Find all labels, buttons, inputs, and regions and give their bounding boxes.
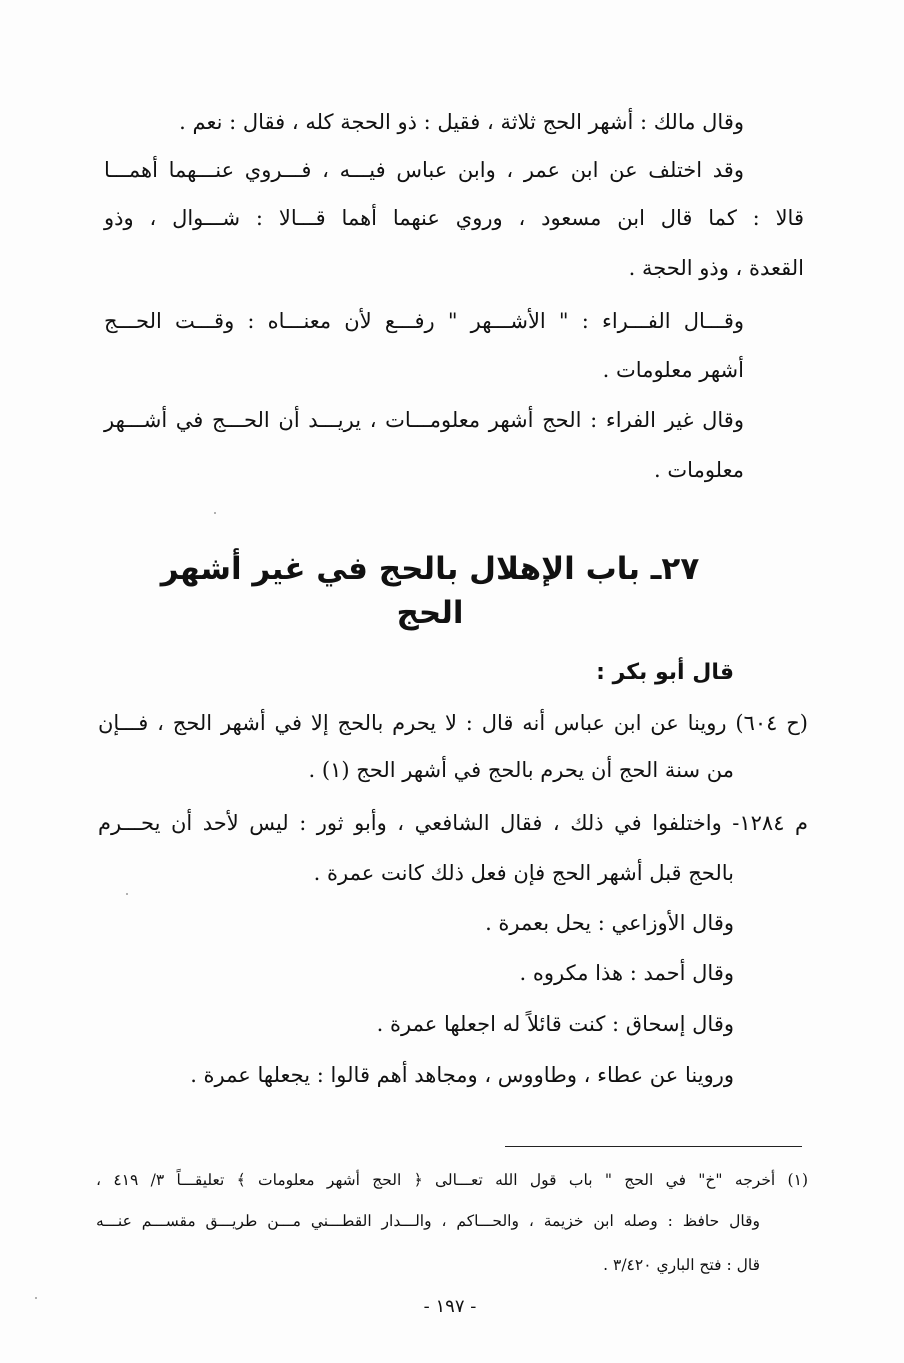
scan-speck bbox=[35, 1297, 37, 1299]
body-line-5: وقـــال الفـــراء : " الأشـــهر " رفـــع لأن معنـــاه : وقـــت الحـــج bbox=[104, 309, 744, 333]
opinion-ahmad: وقال أحمد : هذا مكروه . bbox=[519, 961, 734, 985]
footnote-separator bbox=[505, 1146, 802, 1147]
chapter-heading: ٢٧ـ باب الإهلال بالحج في غير أشهر الحج bbox=[160, 551, 700, 631]
scan-speck bbox=[126, 893, 128, 895]
body-line-4: القعدة ، وذو الحجة . bbox=[628, 256, 804, 280]
body-line-7: وقال غير الفراء : الحج أشهر معلومـــات ، يريـــد أن الحـــج في أشـــهر bbox=[104, 408, 744, 432]
opinion-ishaq: وقال إسحاق : كنت قائلاً له اجعلها عمرة . bbox=[376, 1012, 734, 1036]
body-line-8: معلومات . bbox=[654, 458, 744, 482]
opinion-awzai: وقال الأوزاعي : يحل بعمرة . bbox=[485, 911, 734, 935]
scan-speck bbox=[214, 512, 216, 514]
hadith-line-1: (ح ٦٠٤) روينا عن ابن عباس أنه قال : لا يحرم بالحج إلا في أشهر الحج ، فـــإن bbox=[98, 711, 808, 735]
body-line-6: أشهر معلومات . bbox=[602, 358, 744, 382]
page-number: - ١٩٧ - bbox=[423, 1296, 477, 1317]
issue-line-1: م ١٢٨٤- واختلفوا في ذلك ، فقال الشافعي ، وأبو ثور : ليس لأحد أن يحـــرم bbox=[98, 811, 808, 835]
hadith-line-2: من سنة الحج أن يحرم بالحج في أشهر الحج (١) . bbox=[308, 758, 734, 782]
footnote-line-2: وقال حافظ : وصله ابن خزيمة ، والحـــاكم ، والـــدار القطـــني مـــن طريـــق مقســـم عنـــه bbox=[96, 1212, 760, 1230]
issue-line-2: بالحج قبل أشهر الحج فإن فعل ذلك كانت عمرة . bbox=[313, 861, 734, 885]
body-line-2: وقد اختلف عن ابن عمر ، وابن عباس فيـــه ، فـــروي عنـــهما أهمـــا bbox=[104, 158, 744, 182]
speaker-label: قال أبو بكر : bbox=[596, 660, 734, 685]
body-line-3: قالا : كما قال ابن مسعود ، وروي عنهما أهما قـــالا : شـــوال ، وذو bbox=[104, 206, 804, 230]
footnote-line-1: (١) أخرجه "خ" في الحج " باب قول الله تعـــالى ﴿ الحج أشهر معلومات ﴾ تعليقـــاً ٣/ ٤١٩ ، bbox=[96, 1171, 808, 1189]
body-line-1: وقال مالك : أشهر الحج ثلاثة ، فقيل : ذو الحجة كله ، فقال : نعم . bbox=[179, 110, 744, 134]
opinion-others: وروينا عن عطاء ، وطاووس ، ومجاهد أهم قالوا : يجعلها عمرة . bbox=[190, 1063, 734, 1087]
footnote-line-3: قال : فتح الباري ٣/٤٢٠ . bbox=[603, 1256, 760, 1274]
